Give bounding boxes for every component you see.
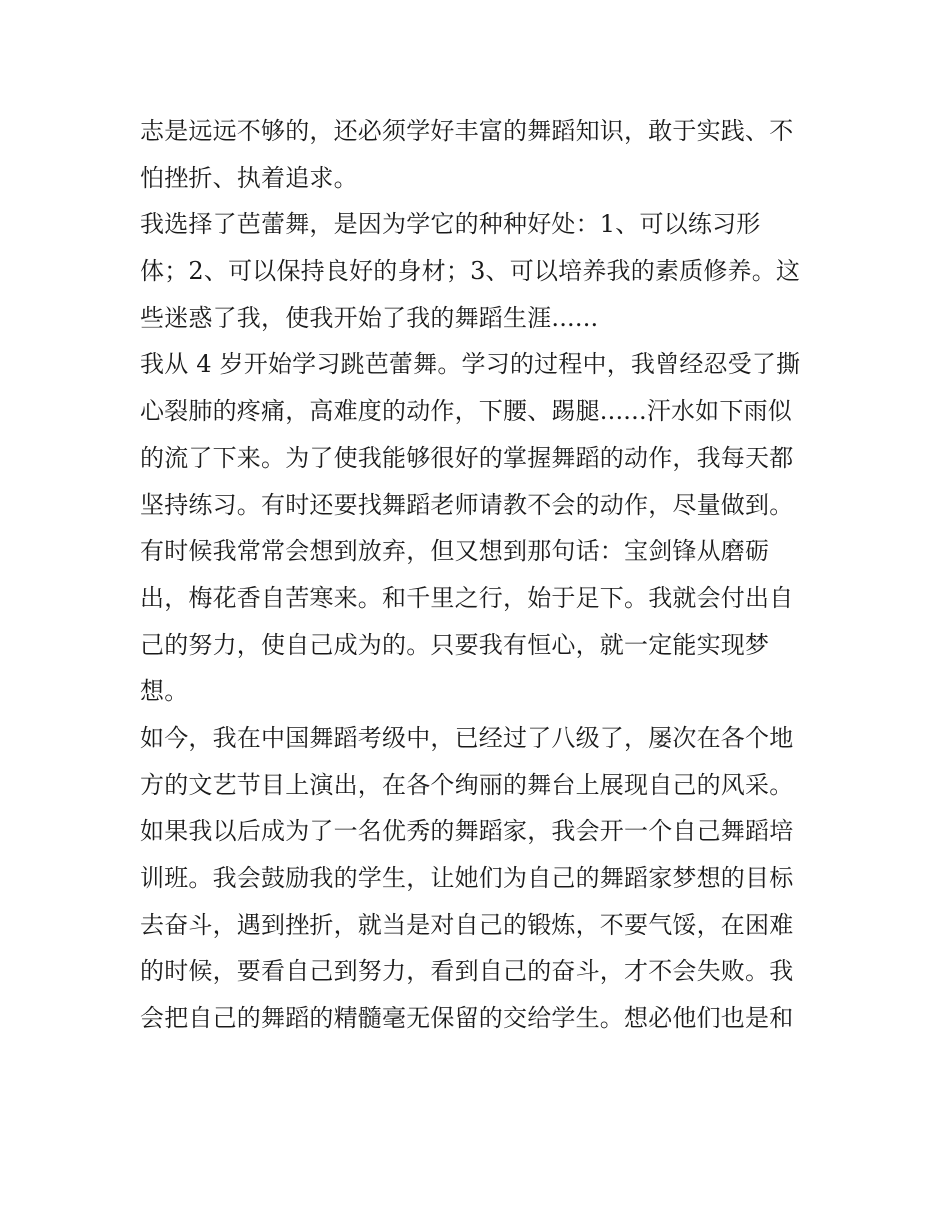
text-line: 己的努力，使自己成为的。只要我有恒心，就一定能实现梦 xyxy=(140,630,770,659)
text-line: 方的文艺节目上演出，在各个绚丽的舞台上展现自己的风采。 xyxy=(140,770,794,799)
text-line: 的流了下来。为了使我能够很好的掌握舞蹈的动作，我每天都 xyxy=(140,443,794,472)
text-line: 如今，我在中国舞蹈考级中，已经过了八级了，屡次在各个地 xyxy=(140,723,794,752)
text-line: 些迷惑了我，使我开始了我的舞蹈生涯...... xyxy=(140,303,599,332)
text-line: 我选择了芭蕾舞，是因为学它的种种好处：1、可以练习形 xyxy=(140,210,761,239)
text-line: 我从 4 岁开始学习跳芭蕾舞。学习的过程中，我曾经忍受了撕 xyxy=(140,350,801,379)
text-line: 如果我以后成为了一名优秀的舞蹈家，我会开一个自己舞蹈培 xyxy=(140,817,794,846)
text-line: 出，梅花香自苦寒来。和千里之行，始于足下。我就会付出自 xyxy=(140,583,794,612)
text-line: 怕挫折、执着追求。 xyxy=(140,163,358,192)
text-line: 去奋斗，遇到挫折，就当是对自己的锻炼，不要气馁，在困难 xyxy=(140,910,794,939)
text-line: 会把自己的舞蹈的精髓毫无保留的交给学生。想必他们也是和 xyxy=(140,1004,794,1033)
text-line: 心裂肺的疼痛，高难度的动作，下腰、踢腿......汗水如下雨似 xyxy=(140,397,792,426)
text-line: 志是远远不够的，还必须学好丰富的舞蹈知识，敢于实践、不 xyxy=(140,117,794,145)
text-line: 训班。我会鼓励我的学生，让她们为自己的舞蹈家梦想的目标 xyxy=(140,864,794,892)
text-line: 坚持练习。有时还要找舞蹈老师请教不会的动作，尽量做到。 xyxy=(140,490,794,519)
text-line: 想。 xyxy=(140,677,189,706)
text-line: 的时候，要看自己到努力，看到自己的奋斗，才不会失败。我 xyxy=(140,957,794,986)
body-text xyxy=(140,108,820,1042)
text-line: 体；2、可以保持良好的身材；3、可以培养我的素质修养。这 xyxy=(140,257,801,286)
text-line: 有时候我常常会想到放弃，但又想到那句话：宝剑锋从磨砺 xyxy=(140,537,770,566)
